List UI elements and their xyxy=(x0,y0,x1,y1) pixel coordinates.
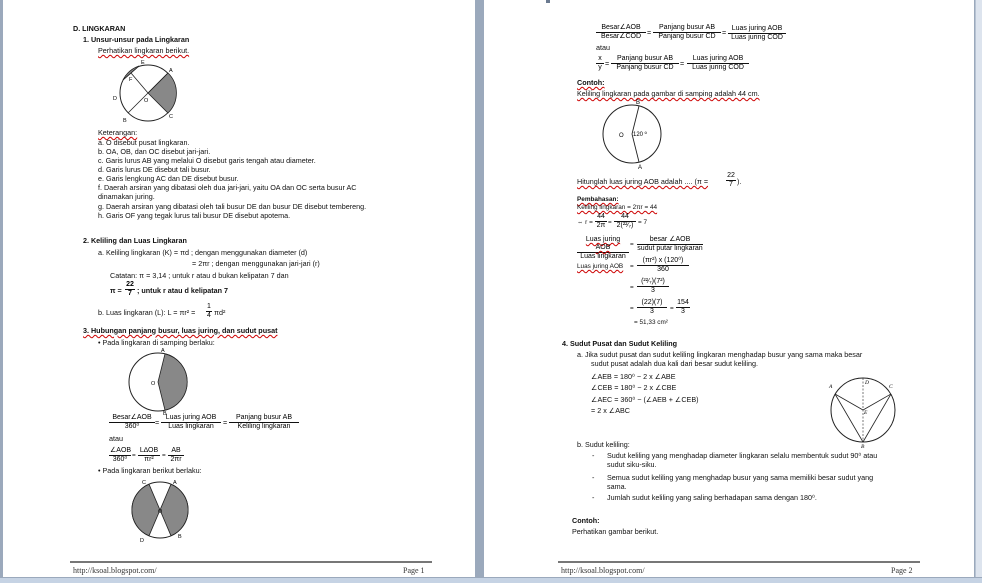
ruler-marker xyxy=(546,0,550,3)
quarter-fraction: $\frac{1}{4}$ xyxy=(207,303,211,319)
label-O: O xyxy=(158,509,163,515)
label-D: D xyxy=(140,538,144,544)
equals: = xyxy=(605,59,610,68)
angle-equation: ∠AEC = 360⁰ − (∠AEB + ∠CEB) xyxy=(591,395,699,404)
area-rest: πd² xyxy=(214,308,226,317)
note-item: g. Daerah arsiran yang dibatasi oleh tali busur DE dan busur DE disebut tembereng. xyxy=(98,202,367,211)
contoh-label: Contoh: xyxy=(577,78,605,87)
list-item: sudut siku-siku. xyxy=(607,460,657,469)
equals: = xyxy=(630,241,634,248)
label-B: B xyxy=(636,100,641,106)
solution-fraction: $\frac{44}{2\pi}$ xyxy=(596,213,606,229)
pi-fraction: $\frac{22}{7}$ xyxy=(126,281,134,297)
equals: = xyxy=(680,59,685,68)
eq4-term3: Luas juring AOB Luas juring COD xyxy=(687,55,749,72)
pi-lhs: π = xyxy=(110,286,122,295)
list-dash: - xyxy=(592,493,595,502)
eq2-term2: $\frac{L\Delta OB}{\text{πr²}}$ xyxy=(139,447,159,463)
area-formula: b. Luas lingkaran (L): L = πr² = xyxy=(98,308,196,317)
eq2-term1: ∠AOB 360⁰ xyxy=(110,447,132,463)
note-item: a. O disebut pusat lingkaran. xyxy=(98,138,190,147)
label-O: O xyxy=(619,133,624,139)
label-B: B xyxy=(178,534,182,540)
eq3-term3: Luas juring AOB Luas juring COD xyxy=(728,25,786,42)
subsection-title: 1. Unsur-unsur pada Lingkaran xyxy=(83,35,190,44)
note-item: f. Daerah arsiran yang dibatasi oleh dua jari-jari, yaitu OA dan OC serta busur AC xyxy=(98,183,357,192)
status-bar xyxy=(0,577,982,583)
page-1 xyxy=(3,0,475,583)
label-F: F xyxy=(129,77,133,83)
label-B: B xyxy=(123,118,127,124)
question-fraction: $\frac{22}{7}$ xyxy=(727,172,735,188)
list-dash: - xyxy=(592,451,595,460)
eq3-term1: Besar∠AOB Besar∠COD xyxy=(596,24,646,41)
subsection-title: 4. Sudut Pusat dan Sudut Keliling xyxy=(562,339,678,348)
question-text: Hitunglah luas juring AOB adalah .... (π = xyxy=(577,177,709,186)
label-E: E xyxy=(864,410,868,416)
list-item: sama. xyxy=(607,482,627,491)
catatan-line: Catatan: π = 3,14 ; untuk r atau d bukan kelipatan 7 dan xyxy=(110,271,289,280)
solution-line: ⇔ r = xyxy=(577,219,593,226)
note-item: b. OA, OB, dan OC disebut jari-jari. xyxy=(98,147,211,156)
footer-rule xyxy=(558,561,920,563)
eq1-term1: Besar∠AOB 360⁰ xyxy=(109,414,155,431)
solution-fraction: besar ∠AOB sudut putar lingkaran xyxy=(637,236,703,252)
footer-rule xyxy=(70,561,432,563)
label-C: C xyxy=(889,384,893,390)
example-circle-figure xyxy=(599,100,669,171)
solution-rhs: = 7 xyxy=(638,219,648,226)
keterangan-label: Keterangan: xyxy=(98,128,138,137)
paragraph-line: sudut pusat adalah dua kali dari besar sudut keliling. xyxy=(591,359,759,368)
equals: = xyxy=(722,28,727,37)
label-C: C xyxy=(169,114,173,120)
note-item: c. Garis lurus AB yang melalui O disebut garis tengah atau diameter. xyxy=(98,156,316,165)
solution-fraction: $\frac{\text{(πr²) x (120⁰)}}{360}$ xyxy=(637,257,689,274)
solution-line: Luas juring AOB xyxy=(577,263,624,270)
note-item: d. Garis lurus DE disebut tali busur. xyxy=(98,165,211,174)
equals: = xyxy=(670,305,674,312)
atau-text: atau xyxy=(109,434,123,443)
eq4-term1: $\frac{x}{y}$ xyxy=(596,55,604,72)
pi-rest: ; untuk r atau d kelipatan 7 xyxy=(137,286,229,295)
label-D: D xyxy=(113,96,117,102)
eq3-term2: Panjang busur AB Panjang busur CD xyxy=(653,24,721,41)
equals: = xyxy=(223,418,228,427)
equals: = xyxy=(630,305,634,312)
angle-equation: ∠AEB = 180⁰ − 2 x ∠ABE xyxy=(591,372,676,381)
atau-text: atau xyxy=(596,43,610,52)
vertical-scrollbar[interactable] xyxy=(975,0,982,583)
eq1-term3: Panjang busur AB Keliling lingkaran xyxy=(229,414,299,431)
solution-fraction: $\frac{\text{(²²⁄₇)(7²)}}{3}$ xyxy=(637,278,669,295)
list-heading: b. Sudut keliling: xyxy=(577,440,630,449)
paragraph-line: a. Jika sudut pusat dan sudut keliling lingkaran menghadap busur yang sama maka besar xyxy=(577,350,863,359)
page-2 xyxy=(484,0,974,583)
label-A: A xyxy=(169,68,173,74)
subsection-title: 2. Keliling dan Luas Lingkaran xyxy=(83,236,187,245)
eq4-term2: Panjang busur AB Panjang busur CD xyxy=(611,55,679,72)
equals: = xyxy=(132,452,136,459)
inscribed-angle-figure xyxy=(829,372,893,450)
bullet-text: • Pada lingkaran berikut berlaku: xyxy=(98,466,202,475)
label-A: A xyxy=(161,348,165,354)
label-B: B xyxy=(861,444,865,450)
equals: = xyxy=(647,28,652,37)
list-item: Semua sudut keliling yang menghadap busur yang sama memiliki besar sudut yang xyxy=(607,473,874,482)
list-dash: - xyxy=(592,473,595,482)
footer-url: http://ksoal.blogspot.com/ xyxy=(561,566,645,575)
question-end: ). xyxy=(737,177,742,186)
solution-fraction: $\frac{44}{\text{2(²²⁄₇)}}$ xyxy=(614,213,636,230)
equals: = xyxy=(630,263,634,270)
circle-elements-figure xyxy=(115,60,185,126)
equals: = xyxy=(162,452,166,459)
equals: = xyxy=(630,284,634,291)
contoh-text: Keliling lingkaran pada gambar di samping adalah 44 cm. xyxy=(577,89,760,98)
contoh-text: Perhatikan gambar berikut. xyxy=(572,527,659,536)
solution-fraction: Luas juring AOB Luas lingkaran xyxy=(577,236,629,261)
label-D: D xyxy=(865,380,869,386)
list-item: Sudut keliling yang menghadap diameter lingkaran selalu membentuk sudut 90⁰ atau xyxy=(607,451,878,460)
equals: = xyxy=(608,219,612,226)
label-A: A xyxy=(638,165,643,171)
subsection-title: 3. Hubungan panjang busur, luas juring, dan sudut pusat xyxy=(83,326,278,335)
solution-result: = 51,33 cm² xyxy=(634,319,668,326)
solution-line: Keliling lingkaran = 2πr = 44 xyxy=(577,204,658,211)
label-O: O xyxy=(151,381,156,387)
formula-line: = 2πr ; dengan menggunakan jari-jari (r) xyxy=(192,259,320,268)
label-E: E xyxy=(141,60,145,66)
contoh-label: Contoh: xyxy=(572,516,600,525)
label-B: B xyxy=(163,411,167,417)
label-A: A xyxy=(829,384,833,390)
angle-equation: = 2 x ∠ABC xyxy=(591,406,631,415)
eq2-term3: $\frac{AB}{2\pi r}$ xyxy=(168,447,184,464)
page-number: Page 1 xyxy=(403,566,425,575)
solution-fraction: $\frac{(22)(7)}{3}$ xyxy=(637,299,667,316)
two-sector-figure xyxy=(129,480,195,544)
section-heading: D. LINGKARAN xyxy=(73,24,126,33)
list-item: Jumlah sudut keliling yang saling berhadapan sama dengan 180⁰. xyxy=(607,493,817,502)
label-A: A xyxy=(173,480,177,486)
formula-line: a. Keliling lingkaran (K) = πd ; dengan menggunakan diameter (d) xyxy=(98,248,308,257)
bullet-text: • Pada lingkaran di samping berlaku: xyxy=(98,338,215,347)
angle-equation: ∠CEB = 180⁰ − 2 x ∠CBE xyxy=(591,383,677,392)
footer-url: http://ksoal.blogspot.com/ xyxy=(73,566,157,575)
page-number: Page 2 xyxy=(891,566,913,575)
note-item: dinamakan juring. xyxy=(98,192,155,201)
sector-figure xyxy=(123,348,193,417)
label-O: O xyxy=(144,98,149,104)
eq1-term2: Luas juring AOB Luas lingkaran xyxy=(161,414,221,431)
note-item: e. Garis lengkung AC dan DE disebut busur. xyxy=(98,174,239,183)
note-item: h. Garis OF yang tegak lurus tali busur DE disebut apotema. xyxy=(98,211,291,220)
solution-fraction: $\frac{154}{3}$ xyxy=(677,299,689,315)
pembahasan-label: Pembahasan: xyxy=(577,196,619,203)
intro-text: Perhatikan lingkaran berikut. xyxy=(98,46,190,55)
equals: = xyxy=(155,418,160,427)
angle-label: 120 º xyxy=(633,132,647,138)
label-C: C xyxy=(142,480,146,486)
